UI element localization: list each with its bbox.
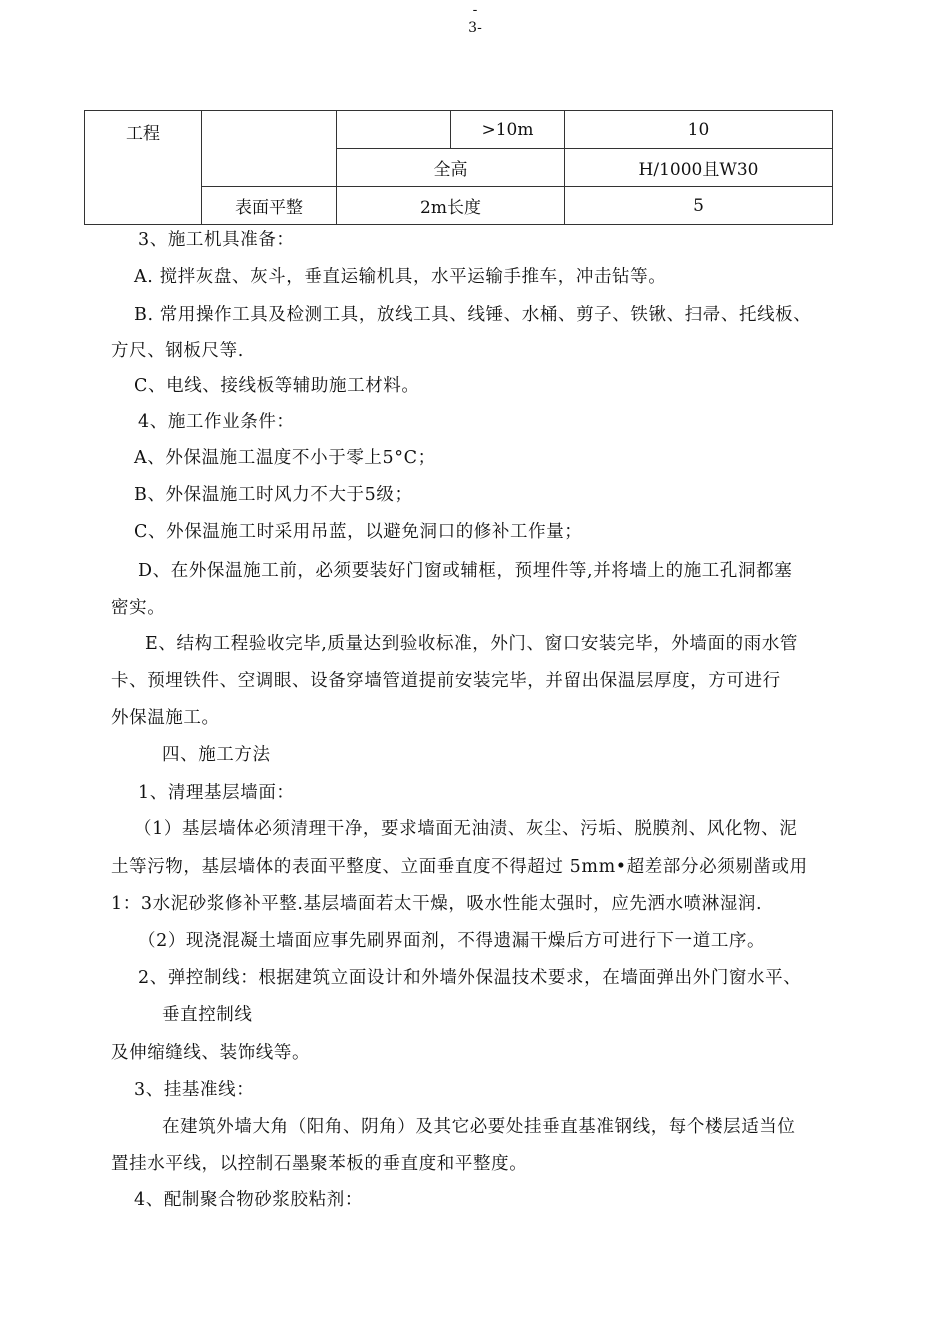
body-line: （2）现浇混凝土墙面应事先刷界面剂，不得遗漏干燥后方可进行下一道工序。 (138, 931, 766, 951)
section-heading: 2、弹控制线：根据建筑立面设计和外墙外保温技术要求，在墙面弹出外门窗水平、 (138, 968, 802, 988)
body-line: D、在外保温施工前，必须要装好门窗或辅框，预埋件等,并将墙上的施工孔洞都塞 (138, 561, 793, 581)
section-heading: 四、施工方法 (162, 745, 271, 765)
table-cell-value: 10 (565, 111, 833, 149)
body-line: 1：3水泥砂浆修补平整.基层墙面若太干燥，吸水性能太强时，应先洒水喷淋湿润. (111, 894, 763, 914)
body-line: 垂直控制线 (162, 1005, 253, 1025)
table-cell-range: >10m (451, 111, 565, 149)
table-cell-item: 表面平整 (202, 187, 337, 225)
tolerance-table (84, 110, 833, 225)
body-line: 方尺、钢板尺等. (111, 341, 244, 361)
section-heading: 1、清理基层墙面： (138, 783, 295, 803)
table-cell-method: 2m长度 (337, 187, 565, 225)
body-line: 在建筑外墙大角（阳角、阴角）及其它必要处挂垂直基准钢线，每个楼层适当位 (162, 1117, 796, 1137)
table-cell-sub (337, 111, 451, 149)
body-line: B、外保温施工时风力不大于5级； (134, 485, 413, 505)
body-line: C、外保温施工时采用吊蓝，以避免洞口的修补工作量； (134, 522, 583, 542)
body-line: A. 搅拌灰盘、灰斗，垂直运输机具，水平运输手推车，冲击钻等。 (134, 267, 667, 287)
section-heading: 4、配制聚合物砂浆胶粘剂： (134, 1190, 363, 1210)
table-cell-category: 工程 (85, 111, 202, 225)
section-heading: 4、施工作业条件： (138, 412, 295, 432)
page-number: 3- (468, 20, 482, 36)
table-cell-item (202, 111, 337, 187)
body-line: C、电线、接线板等辅助施工材料。 (134, 376, 420, 396)
header-dash: - (472, 2, 478, 18)
section-heading: 3、挂基准线： (134, 1080, 255, 1100)
body-line: 外保温施工。 (111, 708, 220, 728)
body-line: A、外保温施工温度不小于零上5°C； (134, 448, 436, 468)
body-line: （1）基层墙体必须清理干净，要求墙面无油渍、灰尘、污垢、脱膜剂、风化物、泥 (134, 819, 798, 839)
table-cell-value: H/1000且W30 (565, 149, 833, 187)
body-line: 置挂水平线，以控制石墨聚苯板的垂直度和平整度。 (111, 1154, 528, 1174)
body-line: 卡、预埋铁件、空调眼、设备穿墙管道提前安装完毕，并留出保温层厚度，方可进行 (111, 671, 781, 691)
body-line: E、结构工程验收完毕,质量达到验收标准，外门、窗口安装完毕，外墙面的雨水管 (145, 634, 799, 654)
body-line: 土等污物，基层墙体的表面平整度、立面垂直度不得超过 5mm•超差部分必须剔凿或用 (111, 857, 808, 877)
table-cell-method: 全高 (337, 149, 565, 187)
body-line: 及伸缩缝线、装饰线等。 (111, 1043, 311, 1063)
table-row (85, 111, 833, 149)
table-cell-value: 5 (565, 187, 833, 225)
body-line: B. 常用操作工具及检测工具，放线工具、线锤、水桶、剪子、铁锹、扫帚、托线板、 (134, 305, 812, 325)
body-line: 密实。 (111, 598, 166, 618)
section-heading: 3、施工机具准备： (138, 230, 295, 250)
